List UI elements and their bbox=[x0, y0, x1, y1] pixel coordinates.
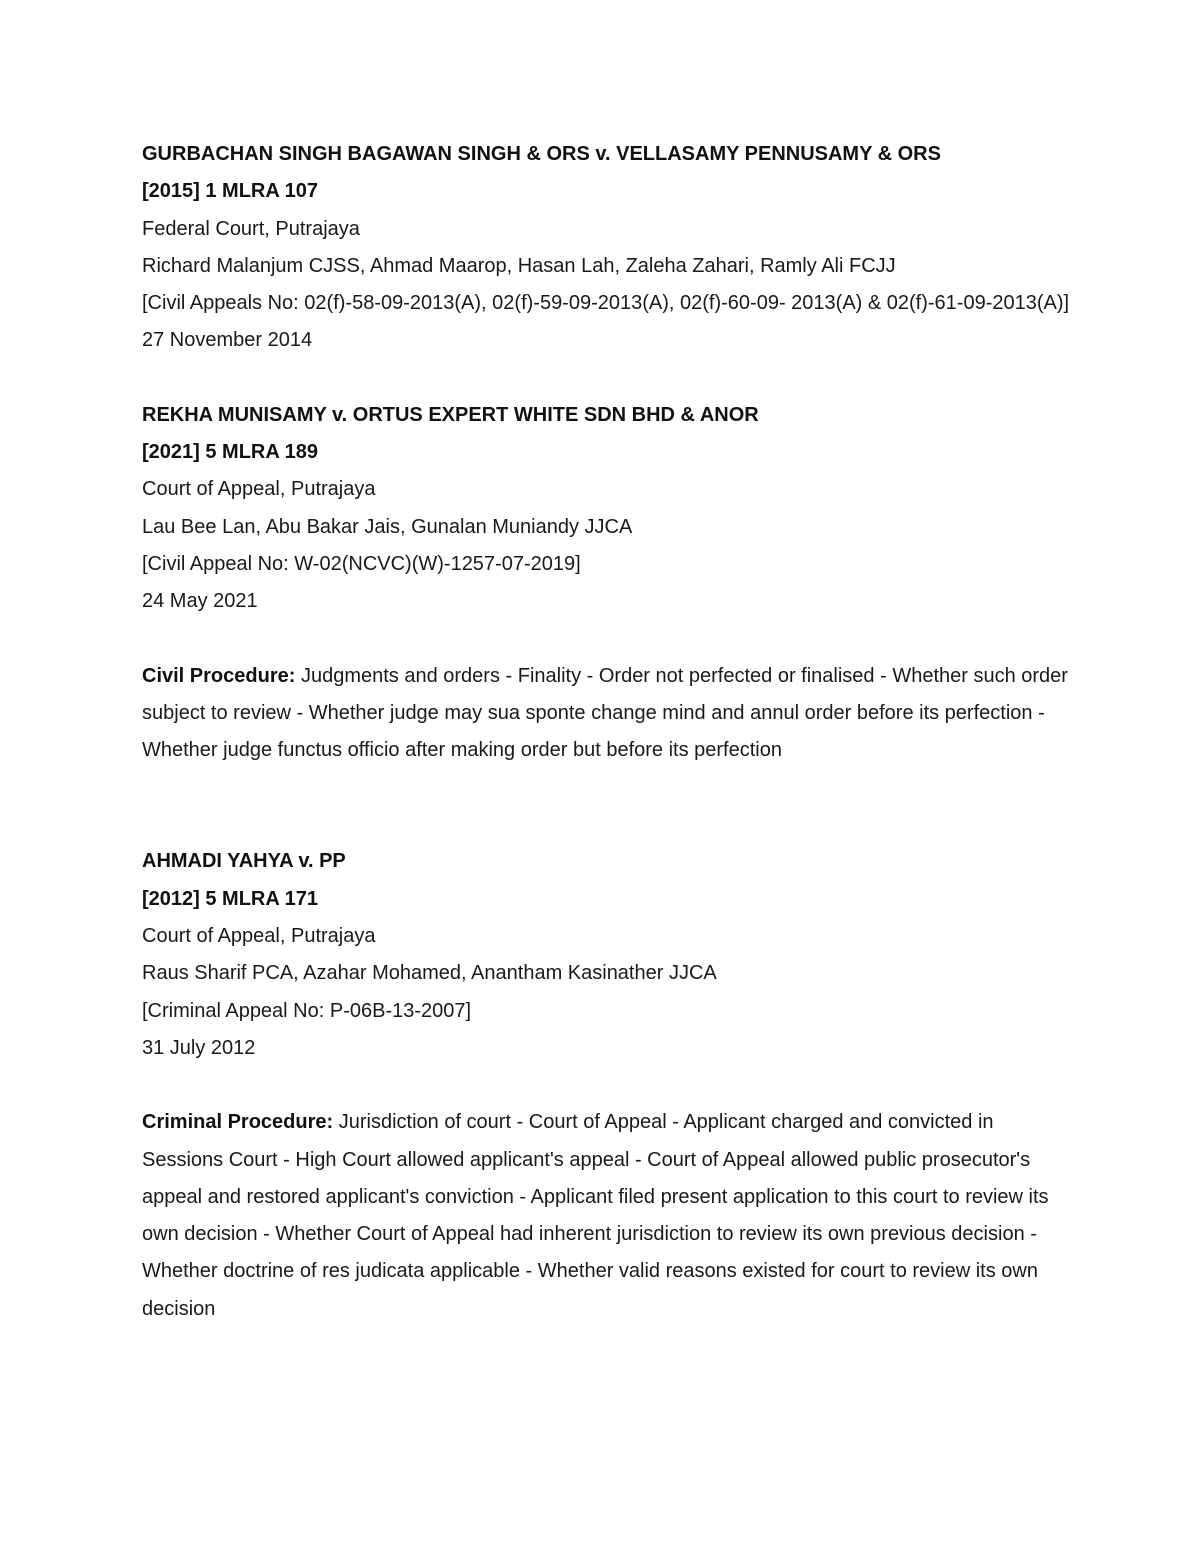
case-title: AHMADI YAHYA v. PP bbox=[142, 850, 346, 873]
case-citation: [2015] 1 MLRA 107 bbox=[142, 180, 318, 203]
spacer bbox=[142, 621, 1072, 658]
case-appeal-number: [Criminal Appeal No: P-06B-13-2007] bbox=[142, 999, 472, 1022]
summary-text: Jurisdiction of court - Court of Appeal - Applicant charged and convicted in Sessions Court - High Court allowed applicant's appeal - Court of Appeal allowed public prosecutor's appeal and restored applicant's conviction - Applicant filed present application to this court to review its own decision - Whether Court of Appeal had inherent jurisdiction to review its own previous decision - Whether doctrine of res judicata applicable - Whether valid reasons existed for court to review its own decision bbox=[142, 1111, 1049, 1320]
case-date: 27 November 2014 bbox=[142, 329, 313, 352]
case-entry-2 bbox=[142, 397, 1072, 770]
case-entry-1 bbox=[142, 136, 1072, 360]
case-judges: Raus Sharif PCA, Azahar Mohamed, Anantham Kasinather JJCA bbox=[142, 962, 717, 985]
case-judges: Lau Bee Lan, Abu Bakar Jais, Gunalan Muniandy JJCA bbox=[142, 515, 633, 538]
case-judges: Richard Malanjum CJSS, Ahmad Maarop, Hasan Lah, Zaleha Zahari, Ramly Ali FCJJ bbox=[142, 254, 896, 277]
case-title: GURBACHAN SINGH BAGAWAN SINGH & ORS v. VELLASAMY PENNUSAMY & ORS bbox=[142, 143, 941, 165]
case-citation: [2012] 5 MLRA 171 bbox=[142, 887, 318, 910]
case-appeal-number: [Civil Appeal No: W-02(NCVC)(W)-1257-07-2019] bbox=[142, 552, 581, 575]
case-date: 24 May 2021 bbox=[142, 590, 258, 613]
summary-heading: Criminal Procedure: bbox=[142, 1111, 334, 1134]
spacer bbox=[142, 1067, 1072, 1104]
case-court: Court of Appeal, Putrajaya bbox=[142, 925, 376, 948]
case-date: 31 July 2012 bbox=[142, 1036, 256, 1059]
case-title: REKHA MUNISAMY v. ORTUS EXPERT WHITE SDN BHD & ANOR bbox=[142, 403, 759, 426]
summary-heading: Civil Procedure: bbox=[142, 664, 296, 687]
case-citation: [2021] 5 MLRA 189 bbox=[142, 441, 318, 464]
case-appeal-number: [Civil Appeals No: 02(f)-58-09-2013(A), 02(f)-59-09-2013(A), 02(f)-60-09- 2013(A) & 02(f)-61-09-2013(A)] bbox=[142, 292, 1070, 315]
case-entry-3 bbox=[142, 843, 1072, 1328]
spacer bbox=[142, 360, 1072, 397]
spacer bbox=[142, 769, 1072, 843]
document-page bbox=[142, 136, 1072, 1328]
case-summary bbox=[142, 1104, 1072, 1328]
case-summary bbox=[142, 658, 1072, 770]
case-court: Court of Appeal, Putrajaya bbox=[142, 478, 376, 501]
summary-text: Judgments and orders - Finality - Order not perfected or finalised - Whether such order subject to review - Whether judge may sua sponte change mind and annul order before its perfection - Whether judge functus officio after making order but before its perfection bbox=[142, 664, 1068, 762]
case-court: Federal Court, Putrajaya bbox=[142, 217, 360, 240]
